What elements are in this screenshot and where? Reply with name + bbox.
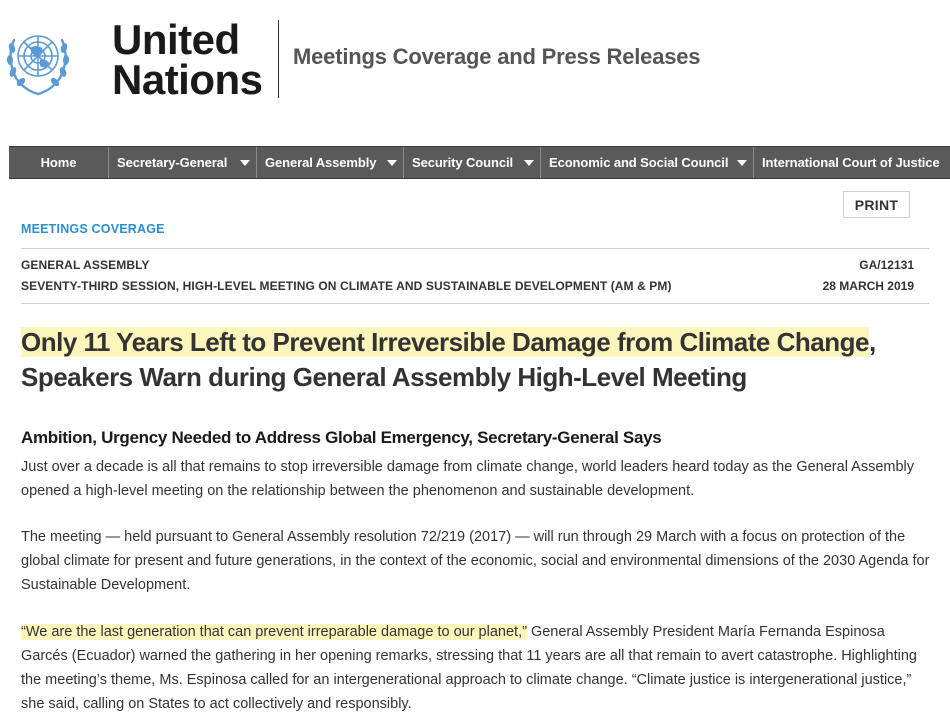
paragraph-rest: General Assembly President María Fernanda Espinosa Garcés (Ecuador) warned the gathering in her opening remarks, stressing that 11 years are all that remain to avert catastrophe. Highlighting the meeting’s theme, Ms. Espinosa called for an intergenerational approach to climate change. “Climate justice is intergenerational justice,” she said, calling on States to act collectively and responsibly. xyxy=(21,624,917,712)
header-divider xyxy=(278,20,279,98)
nav-item-secretary-general[interactable] xyxy=(109,147,257,178)
print-button[interactable]: PRINT xyxy=(843,191,910,218)
page-title xyxy=(21,325,946,395)
headline-rest: , Speakers Warn during General Assembly High-Level Meeting xyxy=(21,327,876,392)
nav-label: Secretary-General xyxy=(117,155,228,170)
chevron-down-icon[interactable] xyxy=(387,160,397,166)
doc-number: GA/12131 xyxy=(859,258,914,272)
chevron-down-icon[interactable] xyxy=(524,160,534,166)
article-date: 28 MARCH 2019 xyxy=(822,279,914,293)
chevron-down-icon[interactable] xyxy=(240,160,250,166)
session-label: SEVENTY-THIRD SESSION, HIGH-LEVEL MEETING ON CLIMATE AND SUSTAINABLE DEVELOPMENT (AM & PM) xyxy=(21,279,672,293)
nav-item-home[interactable] xyxy=(9,147,109,178)
brand-line-2: Nations xyxy=(112,56,263,103)
brand-line-1: United xyxy=(112,16,240,63)
brand-wordmark[interactable] xyxy=(112,16,263,103)
paragraph xyxy=(21,620,933,716)
un-emblem-icon[interactable] xyxy=(4,20,72,98)
headline-highlight: Only 11 Years Left to Prevent Irreversible Damage from Climate Change xyxy=(21,327,869,357)
paragraph: The meeting — held pursuant to General Assembly resolution 72/219 (2017) — will run through 29 March with a focus on protection of the global climate for present and future generations, in the context of the economic, social and environmental dimensions of the 2030 Agenda for Sustainable Development. xyxy=(21,529,930,593)
article-subhead: Ambition, Urgency Needed to Address Global Emergency, Secretary-General Says xyxy=(21,428,662,447)
nav-item-icj[interactable] xyxy=(754,147,950,178)
divider xyxy=(21,248,929,249)
quote-highlight: “We are the last generation that can prevent irreparable damage to our planet,” xyxy=(21,624,527,640)
nav-item-ecosoc[interactable] xyxy=(541,147,754,178)
section-label[interactable]: MEETINGS COVERAGE xyxy=(21,222,165,236)
site-header xyxy=(0,0,950,120)
organ-label: GENERAL ASSEMBLY xyxy=(21,258,150,272)
paragraph: Just over a decade is all that remains to stop irreversible damage from climate change, world leaders heard today as the General Assembly opened a high-level meeting on the relationship between the phenomenon and sustainable development. xyxy=(21,459,915,499)
nav-label: International Court of Justice xyxy=(762,155,940,170)
nav-item-general-assembly[interactable] xyxy=(257,147,404,178)
divider xyxy=(21,303,929,304)
nav-label: General Assembly xyxy=(265,155,377,170)
nav-label: Home xyxy=(40,155,77,170)
chevron-down-icon[interactable] xyxy=(737,160,747,166)
nav-item-security-council[interactable] xyxy=(404,147,541,178)
nav-label: Economic and Social Council xyxy=(549,155,729,170)
main-nav xyxy=(9,146,950,179)
nav-label: Security Council xyxy=(412,155,513,170)
site-title[interactable]: Meetings Coverage and Press Releases xyxy=(293,44,701,69)
